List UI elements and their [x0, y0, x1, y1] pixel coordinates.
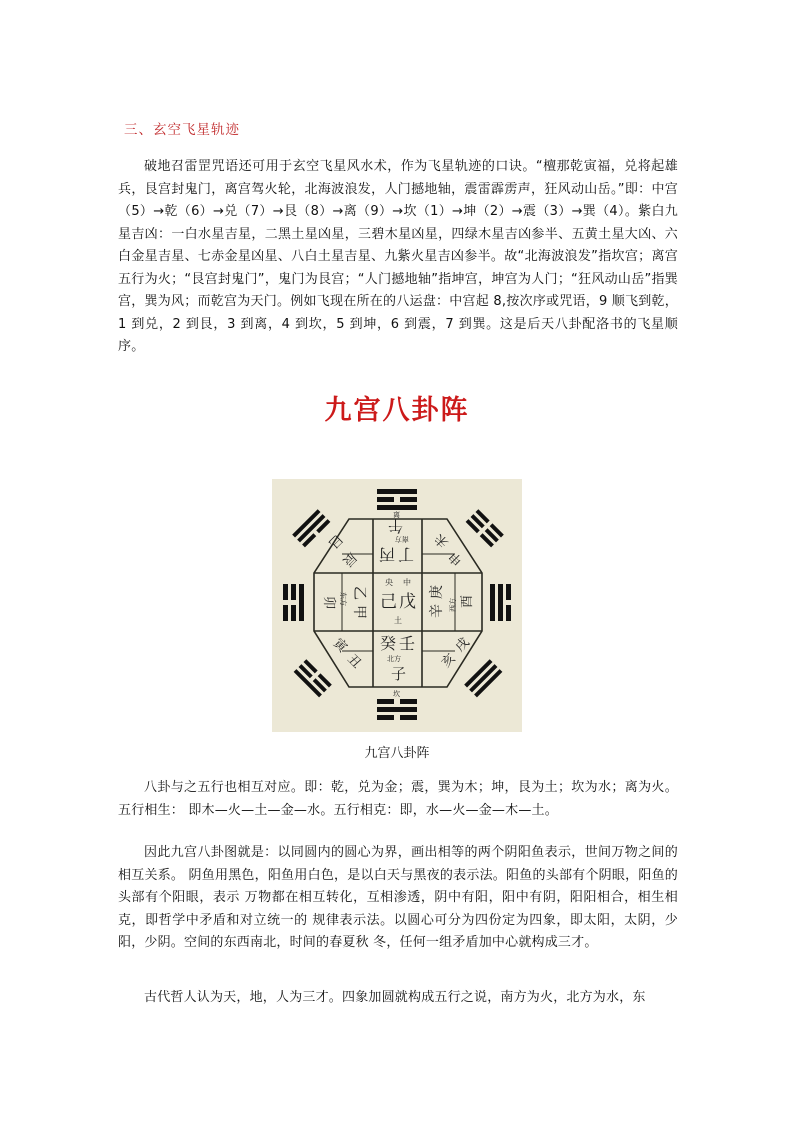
svg-text:北方: 北方 — [387, 655, 401, 663]
svg-text:申: 申 — [446, 548, 466, 569]
section-heading: 三、玄空飞星轨迹 — [124, 122, 240, 138]
trigram-bottom-right-qian-icon — [464, 659, 502, 697]
svg-text:庚: 庚 — [429, 585, 445, 599]
bagua-diagram — [272, 479, 522, 732]
trigram-top-li-icon — [377, 489, 417, 510]
svg-text:丁: 丁 — [397, 545, 414, 564]
center-stem-1: 己 — [380, 592, 397, 612]
trigram-right-dui-icon — [490, 584, 511, 621]
svg-text:亥: 亥 — [438, 651, 459, 671]
paragraph-five-elements: 八卦与之五行也相互对应。即：乾，兑为金；震，巽为木；坤，艮为土；坎为水；离为火。五行相生： 即木—火—土—金—水。五行相克：即，水—火—金—木—土。 — [118, 780, 678, 818]
page-title: 九宫八卦阵 — [324, 395, 470, 426]
trigram-top-left-xun-icon — [292, 509, 330, 547]
svg-text:巳: 巳 — [325, 531, 346, 551]
figure-caption: 九宫八卦阵 — [364, 746, 430, 761]
svg-text:酉: 酉 — [460, 594, 475, 608]
svg-text:西方: 西方 — [449, 598, 457, 612]
paragraph-flying-star: 破地召雷罡咒语还可用于玄空飞星风水术，作为飞星轨迹的口诀。“檀那乾寅福，兑将起雄兵，艮宫封鬼门，离宫驾火轮，北海波浪发，人门撼地轴，震雷霹雳声，狂风动山岳。”即：中宫（5）→乾（6）→兑（7）→艮（8）→离（9）→坎（1）→坤（2）→震（3）→巽（4）。紫白九星吉凶：一白水星吉星，二黑土星凶星，三碧木星凶星，四绿木星吉凶参半、五黄土星大凶、六白金星吉星、七赤金星凶星、八白土星吉星、九紫火星吉凶参半。故“北海波浪发”指坎宫；离宫五行为火；“艮宫封鬼门”，鬼门为艮宫；“人门撼地轴”指坤宫，坤宫为人门；“狂风动山岳”指巽宫，巽为风；而乾宫为天门。例如飞现在所在的八运盘：中宫起 8,按次序或咒语，9 顺飞到乾，1 到兑，2 到艮，3 到离，4 到坎，5 到坤，6 到震，7 到巽。这是后天八卦配洛书的飞星顺序。 — [118, 159, 678, 354]
center-label-1: 央 — [385, 578, 393, 587]
trigram-bottom-kan-icon — [377, 699, 417, 720]
svg-text:甲: 甲 — [351, 605, 367, 619]
bagua-diagram-figure — [272, 479, 522, 732]
trigram-top-right-kun-icon — [466, 509, 504, 547]
center-label-2: 中 — [403, 578, 411, 587]
svg-text:乙: 乙 — [351, 586, 367, 600]
svg-text:壬: 壬 — [399, 634, 416, 653]
svg-text:离: 离 — [393, 511, 400, 519]
svg-text:辛: 辛 — [429, 604, 445, 618]
svg-text:戌: 戌 — [452, 635, 473, 655]
trigram-bottom-left-gen-icon — [294, 659, 332, 697]
svg-text:坎: 坎 — [393, 690, 400, 698]
svg-text:未: 未 — [432, 530, 452, 551]
svg-text:子: 子 — [391, 665, 407, 683]
center-element: 土 — [394, 616, 402, 625]
center-stem-2: 戊 — [399, 592, 416, 612]
paragraph-three-powers: 古代哲人认为天，地，人为三才。四象加圆就构成五行之说，南方为火，北方为水，东 — [144, 990, 646, 1005]
svg-text:癸: 癸 — [380, 634, 397, 653]
svg-text:丑: 丑 — [344, 651, 364, 672]
svg-text:卯: 卯 — [321, 596, 336, 610]
svg-text:寅: 寅 — [330, 635, 350, 656]
svg-text:南方: 南方 — [395, 535, 409, 543]
svg-text:丙: 丙 — [378, 545, 395, 564]
trigram-left-zhen-icon — [283, 584, 304, 621]
svg-text:东方: 东方 — [339, 592, 347, 606]
paragraph-yin-yang: 因此九宫八卦图就是：以同圆内的圆心为界，画出相等的两个阴阳鱼表示，世间万物之间的相互关系。 阴鱼用黑色，阳鱼用白色，是以白天与黑夜的表示法。阳鱼的头部有个阴眼，阳鱼的头部有个阳眼，表示 万物都在相互转化，互相渗透，阴中有阳，阳中有阴，阳阳相合，相生相克，即哲学中矛盾和对立统一的 规律表示法。以圆心可分为四份定为四象，即太阳，太阴，少阳，少阴。空间的东西南北，时间的春夏秋 冬，任何一组矛盾加中心就构成三才。 — [118, 845, 678, 950]
svg-text:午: 午 — [387, 517, 403, 535]
svg-text:辰: 辰 — [339, 549, 360, 569]
